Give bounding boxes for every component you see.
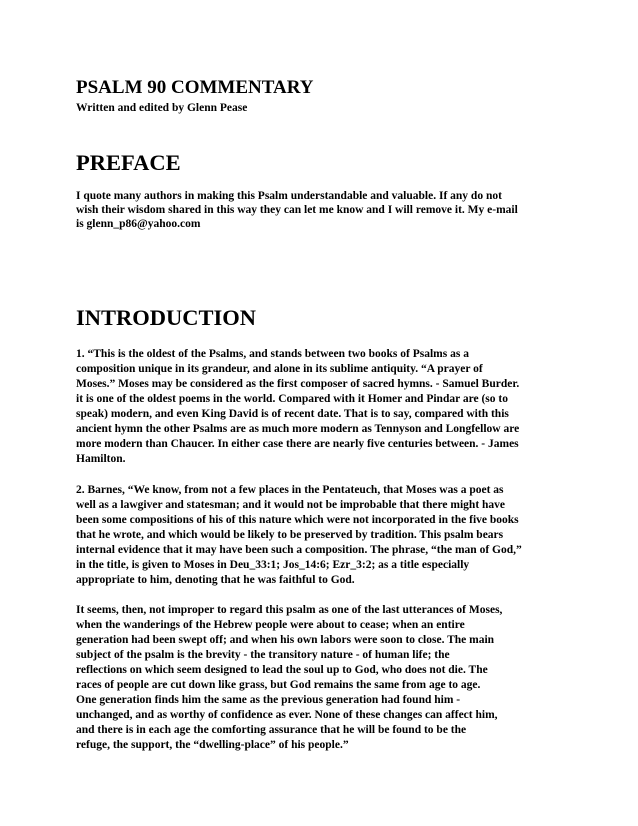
intro-p2-line: been some compositions of his of this nature which were not incorporated in the five books: [76, 514, 519, 526]
preface-line: wish their wisdom shared in this way they can let me know and I will remove it. My e-mail: [76, 204, 518, 216]
document-title: PSALM 90 COMMENTARY: [76, 77, 314, 98]
intro-p3-line: when the wanderings of the Hebrew people were about to cease; when an entire: [76, 619, 465, 631]
intro-p1-line: more modern than Chaucer. In either case there are nearly five centuries between. - James: [76, 438, 519, 450]
intro-p3-line: and there is in each age the comforting assurance that he will be found to be the: [76, 724, 467, 736]
intro-p3-line: It seems, then, not improper to regard this psalm as one of the last utterances of Moses,: [76, 604, 503, 616]
intro-p1-line: it is one of the oldest poems in the world. Compared with it Homer and Pindar are (so to: [76, 393, 508, 405]
intro-p1-line: speak) modern, and even King David is of recent date. That is to say, compared with this: [76, 408, 509, 420]
intro-p2-line: well as a lawgiver and statesman; and it would not be improbable that there might have: [76, 499, 506, 511]
intro-p1-line: composition unique in its grandeur, and alone in its sublime antiquity. “A prayer of: [76, 363, 483, 375]
document-subtitle: Written and edited by Glenn Pease: [76, 102, 248, 114]
intro-p1-line: Hamilton.: [76, 453, 126, 465]
preface-line: is glenn_p86@yahoo.com: [76, 218, 201, 230]
preface-line: I quote many authors in making this Psalm understandable and valuable. If any do not: [76, 190, 502, 202]
preface-heading: PREFACE: [76, 150, 181, 175]
intro-p3-line: One generation finds him the same as the previous generation had found him -: [76, 694, 461, 706]
intro-p3-line: reflections on which seem designed to lead the soul up to God, who does not die. The: [76, 664, 488, 676]
intro-p2-line: that he wrote, and which would be likely to be preserved by tradition. This psalm bears: [76, 529, 504, 541]
intro-p3-line: generation had been swept off; and when his own labors were soon to close. The main: [76, 634, 495, 646]
intro-p3-line: unchanged, and as worthy of confidence as ever. None of these changes can affect him,: [76, 709, 498, 721]
intro-p3-line: subject of the psalm is the brevity - the transitory nature - of human life; the: [76, 649, 450, 661]
intro-p3-line: races of people are cut down like grass, but God remains the same from age to age.: [76, 679, 481, 691]
introduction-heading: INTRODUCTION: [76, 305, 257, 330]
intro-p2-line: appropriate to him, denoting that he was faithful to God.: [76, 574, 355, 586]
intro-p1-line: Moses.” Moses may be considered as the first composer of sacred hymns. - Samuel Burder.: [76, 378, 520, 390]
intro-p2-line: in the title, is given to Moses in Deu_33:1; Jos_14:6; Ezr_3:2; as a title especially: [76, 559, 470, 571]
intro-p3-line: refuge, the support, the “dwelling-place” of his people.”: [76, 739, 349, 751]
intro-p1-line: 1. “This is the oldest of the Psalms, and stands between two books of Psalms as a: [76, 348, 469, 360]
intro-p1-line: ancient hymn the other Psalms are as much more modern as Tennyson and Longfellow are: [76, 423, 520, 435]
intro-p2-line: 2. Barnes, “We know, from not a few places in the Pentateuch, that Moses was a poet as: [76, 484, 504, 496]
intro-p2-line: internal evidence that it may have been such a composition. The phrase, “the man of God,”: [76, 544, 522, 556]
